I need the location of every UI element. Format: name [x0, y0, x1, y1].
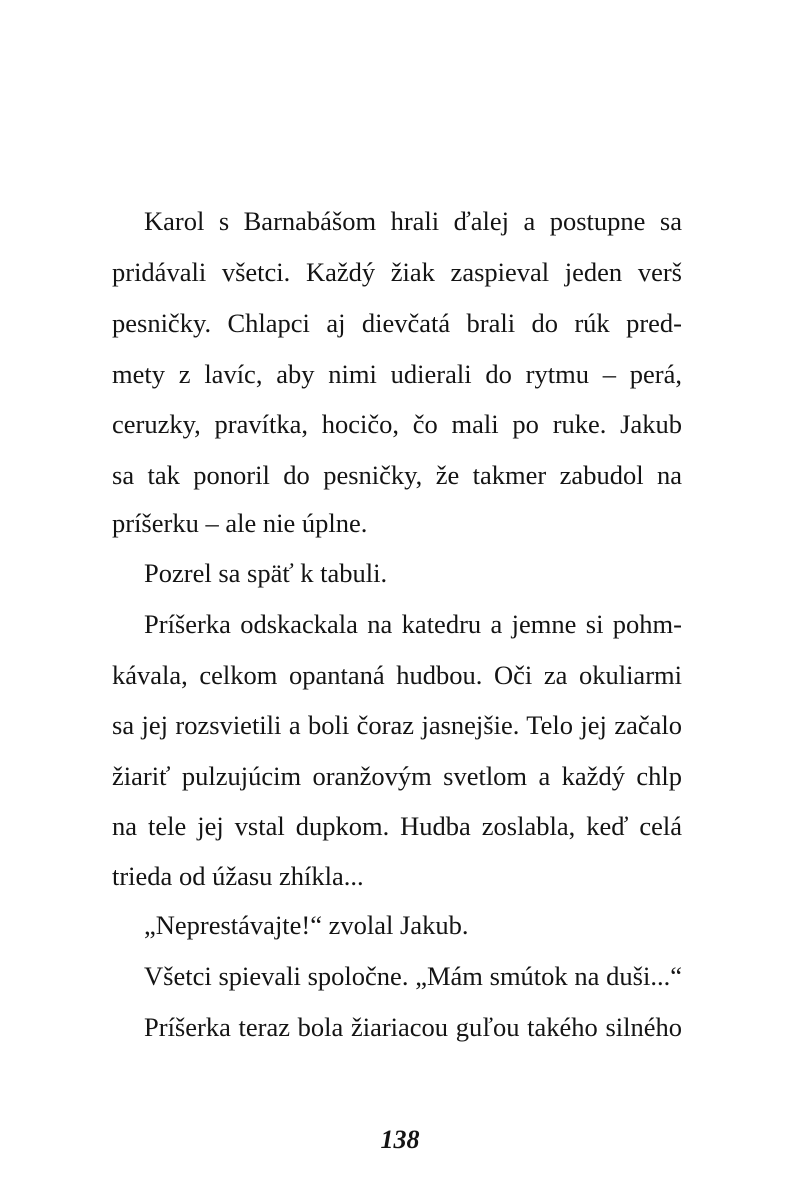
text-line: pesničky. Chlapci aj dievčatá brali do rúk pred-	[112, 308, 682, 338]
text-line: žiariť pulzujúcim oranžovým svetlom a každý chlp	[112, 761, 682, 791]
text-line: „Neprestávajte!“ zvolal Jakub.	[144, 910, 469, 940]
text-line: ceruzky, pravítka, hocičo, čo mali po ruke. Jakub	[112, 409, 682, 439]
text-line: Všetci spievali spoločne. „Mám smútok na duši...“	[144, 961, 682, 991]
page-number: 138	[380, 1125, 420, 1154]
text-line: sa tak ponoril do pesničky, že takmer zabudol na	[112, 460, 682, 490]
text-line: Pozrel sa späť k tabuli.	[144, 558, 388, 588]
text-line: kávala, celkom opantaná hudbou. Oči za okuliarmi	[112, 660, 682, 690]
text-line: trieda od úžasu zhíkla...	[112, 861, 364, 891]
text-line: Karol s Barnabášom hrali ďalej a postupne sa	[144, 206, 682, 236]
text-line: mety z lavíc, aby nimi udierali do rytmu – perá,	[112, 359, 682, 389]
text-line: na tele jej vstal dupkom. Hudba zoslabla, keď celá	[112, 811, 682, 841]
text-line: Príšerka teraz bola žiariacou guľou takého silného	[144, 1012, 682, 1042]
text-line: pridávali všetci. Každý žiak zaspieval jeden verš	[112, 257, 682, 287]
text-line: Príšerka odskackala na katedru a jemne si pohm-	[144, 609, 682, 639]
text-line: príšerku – ale nie úplne.	[112, 508, 368, 538]
text-line: sa jej rozsvietili a boli čoraz jasnejšie. Telo jej začalo	[112, 710, 682, 740]
